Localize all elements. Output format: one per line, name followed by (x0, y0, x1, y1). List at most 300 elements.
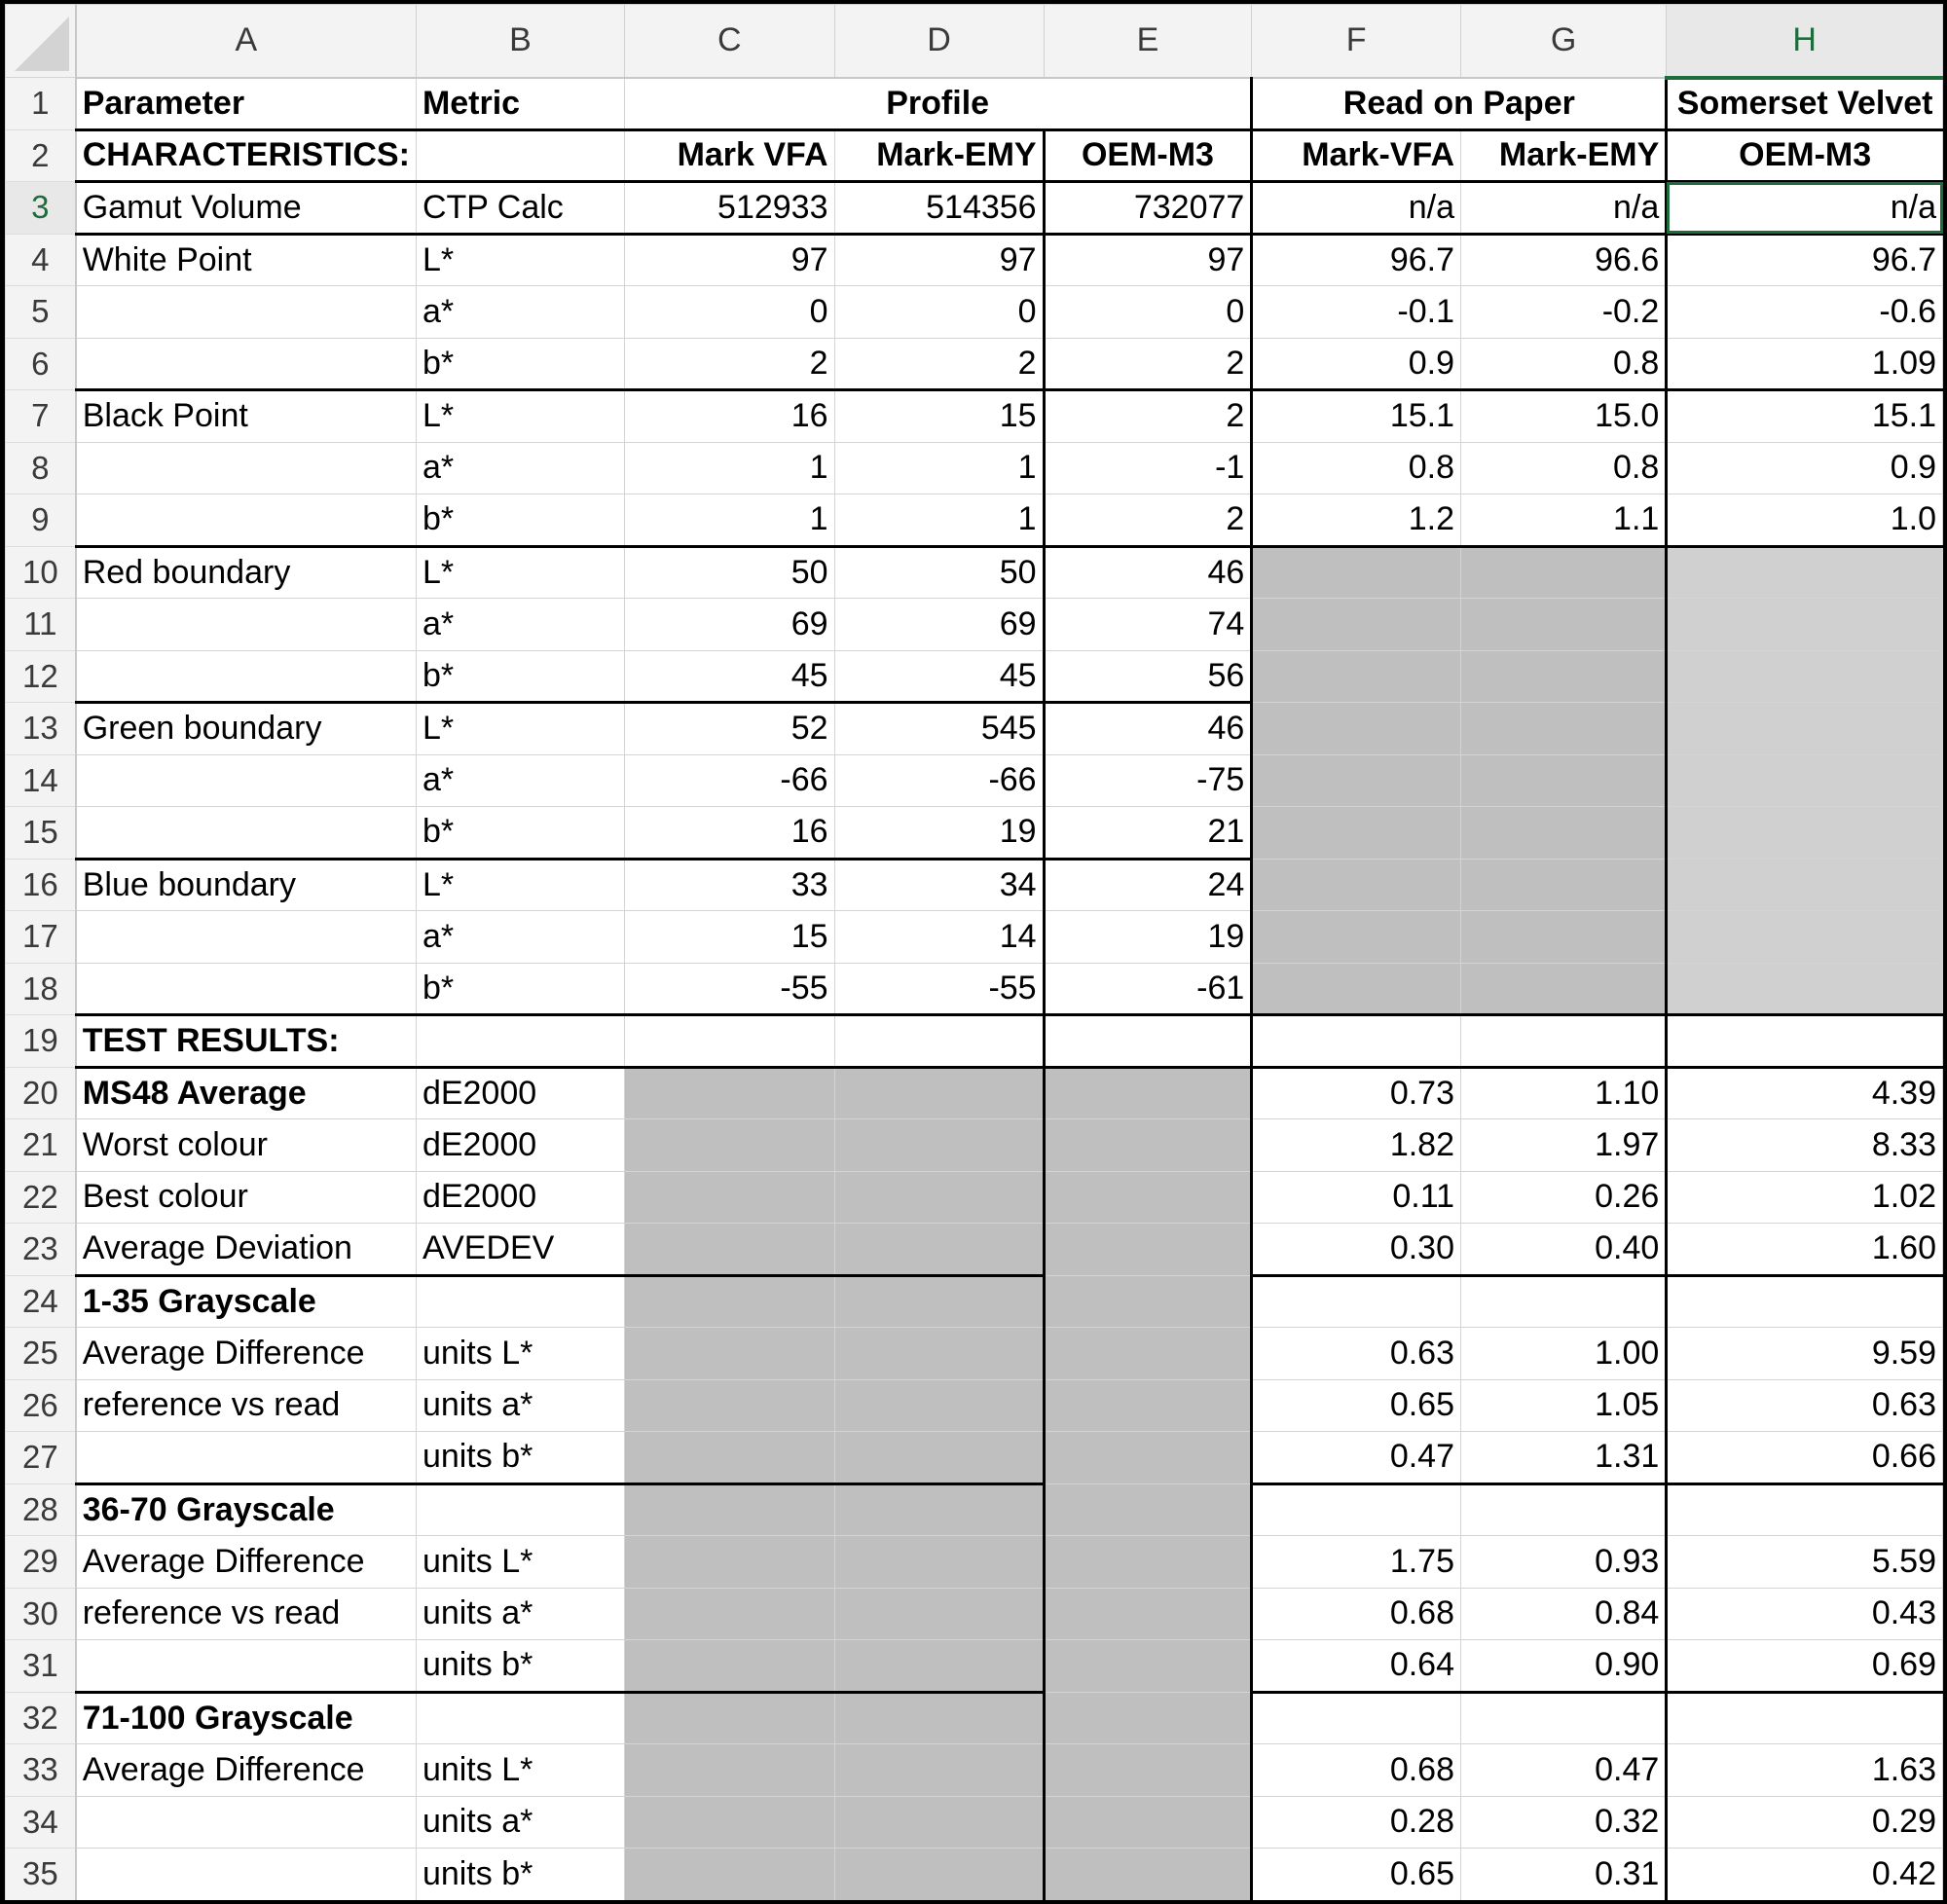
cell-b18[interactable]: b* (416, 963, 624, 1015)
cell-c32[interactable] (625, 1692, 835, 1744)
cell-g11[interactable] (1461, 599, 1667, 651)
cell-f12[interactable] (1252, 650, 1461, 703)
row-header[interactable]: 33 (6, 1744, 76, 1797)
cell-e31[interactable] (1044, 1640, 1252, 1693)
cell-e10[interactable]: 46 (1044, 546, 1252, 599)
cell-g6[interactable]: 0.8 (1461, 338, 1667, 390)
cell-e21[interactable] (1044, 1119, 1252, 1172)
cell-d24[interactable] (834, 1275, 1044, 1328)
cell-a9[interactable] (76, 494, 417, 547)
cell-f21[interactable]: 1.82 (1252, 1119, 1461, 1172)
cell-a35[interactable] (76, 1849, 417, 1901)
cell-a3[interactable]: Gamut Volume (76, 182, 417, 235)
cell-f34[interactable]: 0.28 (1252, 1796, 1461, 1849)
cell-g33[interactable]: 0.47 (1461, 1744, 1667, 1797)
cell-c27[interactable] (625, 1432, 835, 1484)
cell-g4[interactable]: 96.6 (1461, 234, 1667, 286)
cell-a34[interactable] (76, 1796, 417, 1849)
cell-b3[interactable]: CTP Calc (416, 182, 624, 235)
cell-d5[interactable]: 0 (834, 286, 1044, 339)
cell-c17[interactable]: 15 (625, 911, 835, 964)
cell-b2[interactable] (416, 129, 624, 182)
cell-c7[interactable]: 16 (625, 390, 835, 443)
cell-a25[interactable]: Average Difference (76, 1328, 417, 1380)
cell-read-on-paper-header[interactable]: Read on Paper (1252, 78, 1667, 130)
cell-c31[interactable] (625, 1640, 835, 1693)
cell-e12[interactable]: 56 (1044, 650, 1252, 703)
cell-d32[interactable] (834, 1692, 1044, 1744)
cell-a17[interactable] (76, 911, 417, 964)
cell-b27[interactable]: units b* (416, 1432, 624, 1484)
cell-a31[interactable] (76, 1640, 417, 1693)
row-header[interactable]: 26 (6, 1379, 76, 1432)
cell-g3[interactable]: n/a (1461, 182, 1667, 235)
cell-d21[interactable] (834, 1119, 1044, 1172)
cell-c16[interactable]: 33 (625, 859, 835, 911)
row-header[interactable]: 34 (6, 1796, 76, 1849)
cell-e13[interactable]: 46 (1044, 703, 1252, 755)
cell-g22[interactable]: 0.26 (1461, 1171, 1667, 1224)
cell-c18[interactable]: -55 (625, 963, 835, 1015)
cell-h19[interactable] (1667, 1015, 1943, 1068)
row-header[interactable]: 32 (6, 1692, 76, 1744)
row-header[interactable]: 18 (6, 963, 76, 1015)
row-header[interactable]: 1 (6, 78, 76, 130)
cell-a20[interactable]: MS48 Average (76, 1067, 417, 1119)
cell-h17[interactable] (1667, 911, 1943, 964)
cell-d19[interactable] (834, 1015, 1044, 1068)
cell-g35[interactable]: 0.31 (1461, 1849, 1667, 1901)
cell-d8[interactable]: 1 (834, 442, 1044, 494)
cell-h8[interactable]: 0.9 (1667, 442, 1943, 494)
row-header[interactable]: 13 (6, 703, 76, 755)
cell-c6[interactable]: 2 (625, 338, 835, 390)
cell-g19[interactable] (1461, 1015, 1667, 1068)
cell-a33[interactable]: Average Difference (76, 1744, 417, 1797)
cell-c12[interactable]: 45 (625, 650, 835, 703)
cell-g9[interactable]: 1.1 (1461, 494, 1667, 547)
cell-c9[interactable]: 1 (625, 494, 835, 547)
cell-h15[interactable] (1667, 807, 1943, 860)
cell-c25[interactable] (625, 1328, 835, 1380)
row-header[interactable]: 27 (6, 1432, 76, 1484)
cell-e17[interactable]: 19 (1044, 911, 1252, 964)
cell-f3[interactable]: n/a (1252, 182, 1461, 235)
cell-e22[interactable] (1044, 1171, 1252, 1224)
cell-d27[interactable] (834, 1432, 1044, 1484)
cell-d33[interactable] (834, 1744, 1044, 1797)
cell-e25[interactable] (1044, 1328, 1252, 1380)
cell-h12[interactable] (1667, 650, 1943, 703)
cell-a10[interactable]: Red boundary (76, 546, 417, 599)
cell-h34[interactable]: 0.29 (1667, 1796, 1943, 1849)
cell-d26[interactable] (834, 1379, 1044, 1432)
cell-d4[interactable]: 97 (834, 234, 1044, 286)
row-header[interactable]: 5 (6, 286, 76, 339)
cell-e16[interactable]: 24 (1044, 859, 1252, 911)
cell-h23[interactable]: 1.60 (1667, 1224, 1943, 1276)
cell-c8[interactable]: 1 (625, 442, 835, 494)
cell-e7[interactable]: 2 (1044, 390, 1252, 443)
cell-c35[interactable] (625, 1849, 835, 1901)
cell-f9[interactable]: 1.2 (1252, 494, 1461, 547)
cell-g31[interactable]: 0.90 (1461, 1640, 1667, 1693)
cell-e24[interactable] (1044, 1275, 1252, 1328)
cell-b15[interactable]: b* (416, 807, 624, 860)
cell-f18[interactable] (1252, 963, 1461, 1015)
cell-e34[interactable] (1044, 1796, 1252, 1849)
cell-e14[interactable]: -75 (1044, 754, 1252, 807)
cell-g23[interactable]: 0.40 (1461, 1224, 1667, 1276)
cell-d10[interactable]: 50 (834, 546, 1044, 599)
cell-a28[interactable]: 36-70 Grayscale (76, 1483, 417, 1536)
cell-e18[interactable]: -61 (1044, 963, 1252, 1015)
cell-g5[interactable]: -0.2 (1461, 286, 1667, 339)
cell-c13[interactable]: 52 (625, 703, 835, 755)
cell-b28[interactable] (416, 1483, 624, 1536)
cell-g29[interactable]: 0.93 (1461, 1536, 1667, 1589)
cell-d12[interactable]: 45 (834, 650, 1044, 703)
cell-b14[interactable]: a* (416, 754, 624, 807)
cell-h33[interactable]: 1.63 (1667, 1744, 1943, 1797)
cell-e9[interactable]: 2 (1044, 494, 1252, 547)
cell-e33[interactable] (1044, 1744, 1252, 1797)
row-header[interactable]: 21 (6, 1119, 76, 1172)
cell-h31[interactable]: 0.69 (1667, 1640, 1943, 1693)
cell-a18[interactable] (76, 963, 417, 1015)
cell-c33[interactable] (625, 1744, 835, 1797)
cell-c4[interactable]: 97 (625, 234, 835, 286)
cell-g12[interactable] (1461, 650, 1667, 703)
cell-e4[interactable]: 97 (1044, 234, 1252, 286)
cell-f26[interactable]: 0.65 (1252, 1379, 1461, 1432)
cell-f14[interactable] (1252, 754, 1461, 807)
cell-a1[interactable]: Parameter (76, 78, 417, 130)
row-header[interactable]: 4 (6, 234, 76, 286)
cell-f29[interactable]: 1.75 (1252, 1536, 1461, 1589)
cell-f23[interactable]: 0.30 (1252, 1224, 1461, 1276)
row-header[interactable]: 19 (6, 1015, 76, 1068)
cell-d25[interactable] (834, 1328, 1044, 1380)
cell-f19[interactable] (1252, 1015, 1461, 1068)
cell-a11[interactable] (76, 599, 417, 651)
cell-c26[interactable] (625, 1379, 835, 1432)
cell-g34[interactable]: 0.32 (1461, 1796, 1667, 1849)
cell-d7[interactable]: 15 (834, 390, 1044, 443)
cell-h24[interactable] (1667, 1275, 1943, 1328)
cell-b11[interactable]: a* (416, 599, 624, 651)
cell-c22[interactable] (625, 1171, 835, 1224)
cell-h29[interactable]: 5.59 (1667, 1536, 1943, 1589)
cell-d22[interactable] (834, 1171, 1044, 1224)
cell-e29[interactable] (1044, 1536, 1252, 1589)
row-header[interactable]: 30 (6, 1588, 76, 1640)
cell-h27[interactable]: 0.66 (1667, 1432, 1943, 1484)
row-header[interactable]: 31 (6, 1640, 76, 1693)
cell-d9[interactable]: 1 (834, 494, 1044, 547)
cell-a16[interactable]: Blue boundary (76, 859, 417, 911)
cell-c34[interactable] (625, 1796, 835, 1849)
cell-h11[interactable] (1667, 599, 1943, 651)
column-header-d[interactable]: D (834, 5, 1044, 78)
cell-c19[interactable] (625, 1015, 835, 1068)
cell-c2[interactable]: Mark VFA (625, 129, 835, 182)
row-header[interactable]: 3 (6, 182, 76, 235)
cell-b17[interactable]: a* (416, 911, 624, 964)
cell-g17[interactable] (1461, 911, 1667, 964)
cell-c29[interactable] (625, 1536, 835, 1589)
cell-h2[interactable]: OEM-M3 (1667, 129, 1943, 182)
cell-b13[interactable]: L* (416, 703, 624, 755)
cell-h9[interactable]: 1.0 (1667, 494, 1943, 547)
row-header[interactable]: 23 (6, 1224, 76, 1276)
column-header-f[interactable]: F (1252, 5, 1461, 78)
cell-h5[interactable]: -0.6 (1667, 286, 1943, 339)
cell-b12[interactable]: b* (416, 650, 624, 703)
cell-g10[interactable] (1461, 546, 1667, 599)
cell-g30[interactable]: 0.84 (1461, 1588, 1667, 1640)
cell-b1[interactable]: Metric (416, 78, 624, 130)
cell-h3[interactable]: n/a (1667, 182, 1943, 235)
cell-b30[interactable]: units a* (416, 1588, 624, 1640)
cell-h32[interactable] (1667, 1692, 1943, 1744)
cell-a19[interactable]: TEST RESULTS: (76, 1015, 417, 1068)
cell-e8[interactable]: -1 (1044, 442, 1252, 494)
row-header[interactable]: 7 (6, 390, 76, 443)
column-header-c[interactable]: C (625, 5, 835, 78)
cell-h16[interactable] (1667, 859, 1943, 911)
cell-a30[interactable]: reference vs read (76, 1588, 417, 1640)
row-header[interactable]: 12 (6, 650, 76, 703)
cell-f7[interactable]: 15.1 (1252, 390, 1461, 443)
cell-a13[interactable]: Green boundary (76, 703, 417, 755)
cell-e23[interactable] (1044, 1224, 1252, 1276)
cell-b19[interactable] (416, 1015, 624, 1068)
cell-f4[interactable]: 96.7 (1252, 234, 1461, 286)
cell-h21[interactable]: 8.33 (1667, 1119, 1943, 1172)
cell-c14[interactable]: -66 (625, 754, 835, 807)
cell-b31[interactable]: units b* (416, 1640, 624, 1693)
cell-b5[interactable]: a* (416, 286, 624, 339)
row-header[interactable]: 10 (6, 546, 76, 599)
row-header[interactable]: 16 (6, 859, 76, 911)
cell-a12[interactable] (76, 650, 417, 703)
cell-b4[interactable]: L* (416, 234, 624, 286)
cell-c11[interactable]: 69 (625, 599, 835, 651)
cell-a14[interactable] (76, 754, 417, 807)
cell-a32[interactable]: 71-100 Grayscale (76, 1692, 417, 1744)
cell-b6[interactable]: b* (416, 338, 624, 390)
cell-g15[interactable] (1461, 807, 1667, 860)
cell-b26[interactable]: units a* (416, 1379, 624, 1432)
cell-e6[interactable]: 2 (1044, 338, 1252, 390)
cell-f20[interactable]: 0.73 (1252, 1067, 1461, 1119)
cell-g25[interactable]: 1.00 (1461, 1328, 1667, 1380)
cell-g32[interactable] (1461, 1692, 1667, 1744)
row-header[interactable]: 22 (6, 1171, 76, 1224)
cell-h35[interactable]: 0.42 (1667, 1849, 1943, 1901)
cell-f5[interactable]: -0.1 (1252, 286, 1461, 339)
cell-d31[interactable] (834, 1640, 1044, 1693)
cell-f33[interactable]: 0.68 (1252, 1744, 1461, 1797)
cell-c30[interactable] (625, 1588, 835, 1640)
cell-a27[interactable] (76, 1432, 417, 1484)
cell-f28[interactable] (1252, 1483, 1461, 1536)
cell-c24[interactable] (625, 1275, 835, 1328)
cell-g16[interactable] (1461, 859, 1667, 911)
cell-d23[interactable] (834, 1224, 1044, 1276)
cell-profile-header[interactable]: Profile (625, 78, 1252, 130)
column-header-g[interactable]: G (1461, 5, 1667, 78)
cell-c5[interactable]: 0 (625, 286, 835, 339)
cell-f10[interactable] (1252, 546, 1461, 599)
cell-e26[interactable] (1044, 1379, 1252, 1432)
cell-c3[interactable]: 512933 (625, 182, 835, 235)
cell-h18[interactable] (1667, 963, 1943, 1015)
cell-e2[interactable]: OEM-M3 (1044, 129, 1252, 182)
row-header[interactable]: 14 (6, 754, 76, 807)
cell-b29[interactable]: units L* (416, 1536, 624, 1589)
cell-b16[interactable]: L* (416, 859, 624, 911)
cell-b22[interactable]: dE2000 (416, 1171, 624, 1224)
cell-f2[interactable]: Mark-VFA (1252, 129, 1461, 182)
cell-a8[interactable] (76, 442, 417, 494)
cell-a5[interactable] (76, 286, 417, 339)
cell-e19[interactable] (1044, 1015, 1252, 1068)
cell-e35[interactable] (1044, 1849, 1252, 1901)
cell-b25[interactable]: units L* (416, 1328, 624, 1380)
row-header[interactable]: 35 (6, 1849, 76, 1901)
cell-h6[interactable]: 1.09 (1667, 338, 1943, 390)
cell-f27[interactable]: 0.47 (1252, 1432, 1461, 1484)
cell-a24[interactable]: 1-35 Grayscale (76, 1275, 417, 1328)
row-header[interactable]: 24 (6, 1275, 76, 1328)
cell-f11[interactable] (1252, 599, 1461, 651)
cell-a29[interactable]: Average Difference (76, 1536, 417, 1589)
cell-f32[interactable] (1252, 1692, 1461, 1744)
cell-d18[interactable]: -55 (834, 963, 1044, 1015)
row-header[interactable]: 2 (6, 129, 76, 182)
cell-f8[interactable]: 0.8 (1252, 442, 1461, 494)
cell-a7[interactable]: Black Point (76, 390, 417, 443)
cell-e30[interactable] (1044, 1588, 1252, 1640)
cell-h14[interactable] (1667, 754, 1943, 807)
cell-a23[interactable]: Average Deviation (76, 1224, 417, 1276)
cell-a26[interactable]: reference vs read (76, 1379, 417, 1432)
cell-a21[interactable]: Worst colour (76, 1119, 417, 1172)
row-header[interactable]: 28 (6, 1483, 76, 1536)
cell-f35[interactable]: 0.65 (1252, 1849, 1461, 1901)
cell-f15[interactable] (1252, 807, 1461, 860)
cell-g13[interactable] (1461, 703, 1667, 755)
row-header[interactable]: 17 (6, 911, 76, 964)
row-header[interactable]: 25 (6, 1328, 76, 1380)
cell-f30[interactable]: 0.68 (1252, 1588, 1461, 1640)
cell-d6[interactable]: 2 (834, 338, 1044, 390)
cell-f22[interactable]: 0.11 (1252, 1171, 1461, 1224)
cell-e11[interactable]: 74 (1044, 599, 1252, 651)
cell-d15[interactable]: 19 (834, 807, 1044, 860)
cell-h26[interactable]: 0.63 (1667, 1379, 1943, 1432)
cell-b34[interactable]: units a* (416, 1796, 624, 1849)
cell-b32[interactable] (416, 1692, 624, 1744)
cell-g2[interactable]: Mark-EMY (1461, 129, 1667, 182)
cell-b24[interactable] (416, 1275, 624, 1328)
cell-e28[interactable] (1044, 1483, 1252, 1536)
cell-b35[interactable]: units b* (416, 1849, 624, 1901)
cell-c20[interactable] (625, 1067, 835, 1119)
cell-b10[interactable]: L* (416, 546, 624, 599)
cell-f6[interactable]: 0.9 (1252, 338, 1461, 390)
cell-h1[interactable]: Somerset Velvet (1667, 78, 1943, 130)
column-header-h[interactable]: H (1667, 5, 1943, 78)
cell-d17[interactable]: 14 (834, 911, 1044, 964)
cell-g21[interactable]: 1.97 (1461, 1119, 1667, 1172)
column-header-e[interactable]: E (1044, 5, 1252, 78)
cell-g8[interactable]: 0.8 (1461, 442, 1667, 494)
cell-h10[interactable] (1667, 546, 1943, 599)
cell-g18[interactable] (1461, 963, 1667, 1015)
cell-e3[interactable]: 732077 (1044, 182, 1252, 235)
cell-d16[interactable]: 34 (834, 859, 1044, 911)
cell-h4[interactable]: 96.7 (1667, 234, 1943, 286)
column-header-b[interactable]: B (416, 5, 624, 78)
cell-h28[interactable] (1667, 1483, 1943, 1536)
select-all-corner[interactable] (6, 5, 76, 78)
cell-f24[interactable] (1252, 1275, 1461, 1328)
cell-b23[interactable]: AVEDEV (416, 1224, 624, 1276)
cell-e5[interactable]: 0 (1044, 286, 1252, 339)
cell-c23[interactable] (625, 1224, 835, 1276)
cell-d29[interactable] (834, 1536, 1044, 1589)
cell-c10[interactable]: 50 (625, 546, 835, 599)
cell-b7[interactable]: L* (416, 390, 624, 443)
cell-d14[interactable]: -66 (834, 754, 1044, 807)
cell-g27[interactable]: 1.31 (1461, 1432, 1667, 1484)
cell-d13[interactable]: 545 (834, 703, 1044, 755)
cell-h30[interactable]: 0.43 (1667, 1588, 1943, 1640)
cell-g20[interactable]: 1.10 (1461, 1067, 1667, 1119)
cell-c15[interactable]: 16 (625, 807, 835, 860)
cell-c21[interactable] (625, 1119, 835, 1172)
cell-e32[interactable] (1044, 1692, 1252, 1744)
cell-f17[interactable] (1252, 911, 1461, 964)
cell-b8[interactable]: a* (416, 442, 624, 494)
cell-h7[interactable]: 15.1 (1667, 390, 1943, 443)
cell-d20[interactable] (834, 1067, 1044, 1119)
cell-g28[interactable] (1461, 1483, 1667, 1536)
cell-a2[interactable]: CHARACTERISTICS: (76, 129, 417, 182)
cell-f31[interactable]: 0.64 (1252, 1640, 1461, 1693)
cell-d35[interactable] (834, 1849, 1044, 1901)
cell-a22[interactable]: Best colour (76, 1171, 417, 1224)
row-header[interactable]: 29 (6, 1536, 76, 1589)
cell-f16[interactable] (1252, 859, 1461, 911)
cell-h13[interactable] (1667, 703, 1943, 755)
cell-g7[interactable]: 15.0 (1461, 390, 1667, 443)
row-header[interactable]: 8 (6, 442, 76, 494)
cell-g24[interactable] (1461, 1275, 1667, 1328)
row-header[interactable]: 15 (6, 807, 76, 860)
cell-g14[interactable] (1461, 754, 1667, 807)
row-header[interactable]: 6 (6, 338, 76, 390)
cell-g26[interactable]: 1.05 (1461, 1379, 1667, 1432)
cell-d28[interactable] (834, 1483, 1044, 1536)
cell-d30[interactable] (834, 1588, 1044, 1640)
row-header[interactable]: 20 (6, 1067, 76, 1119)
cell-a4[interactable]: White Point (76, 234, 417, 286)
cell-a15[interactable] (76, 807, 417, 860)
